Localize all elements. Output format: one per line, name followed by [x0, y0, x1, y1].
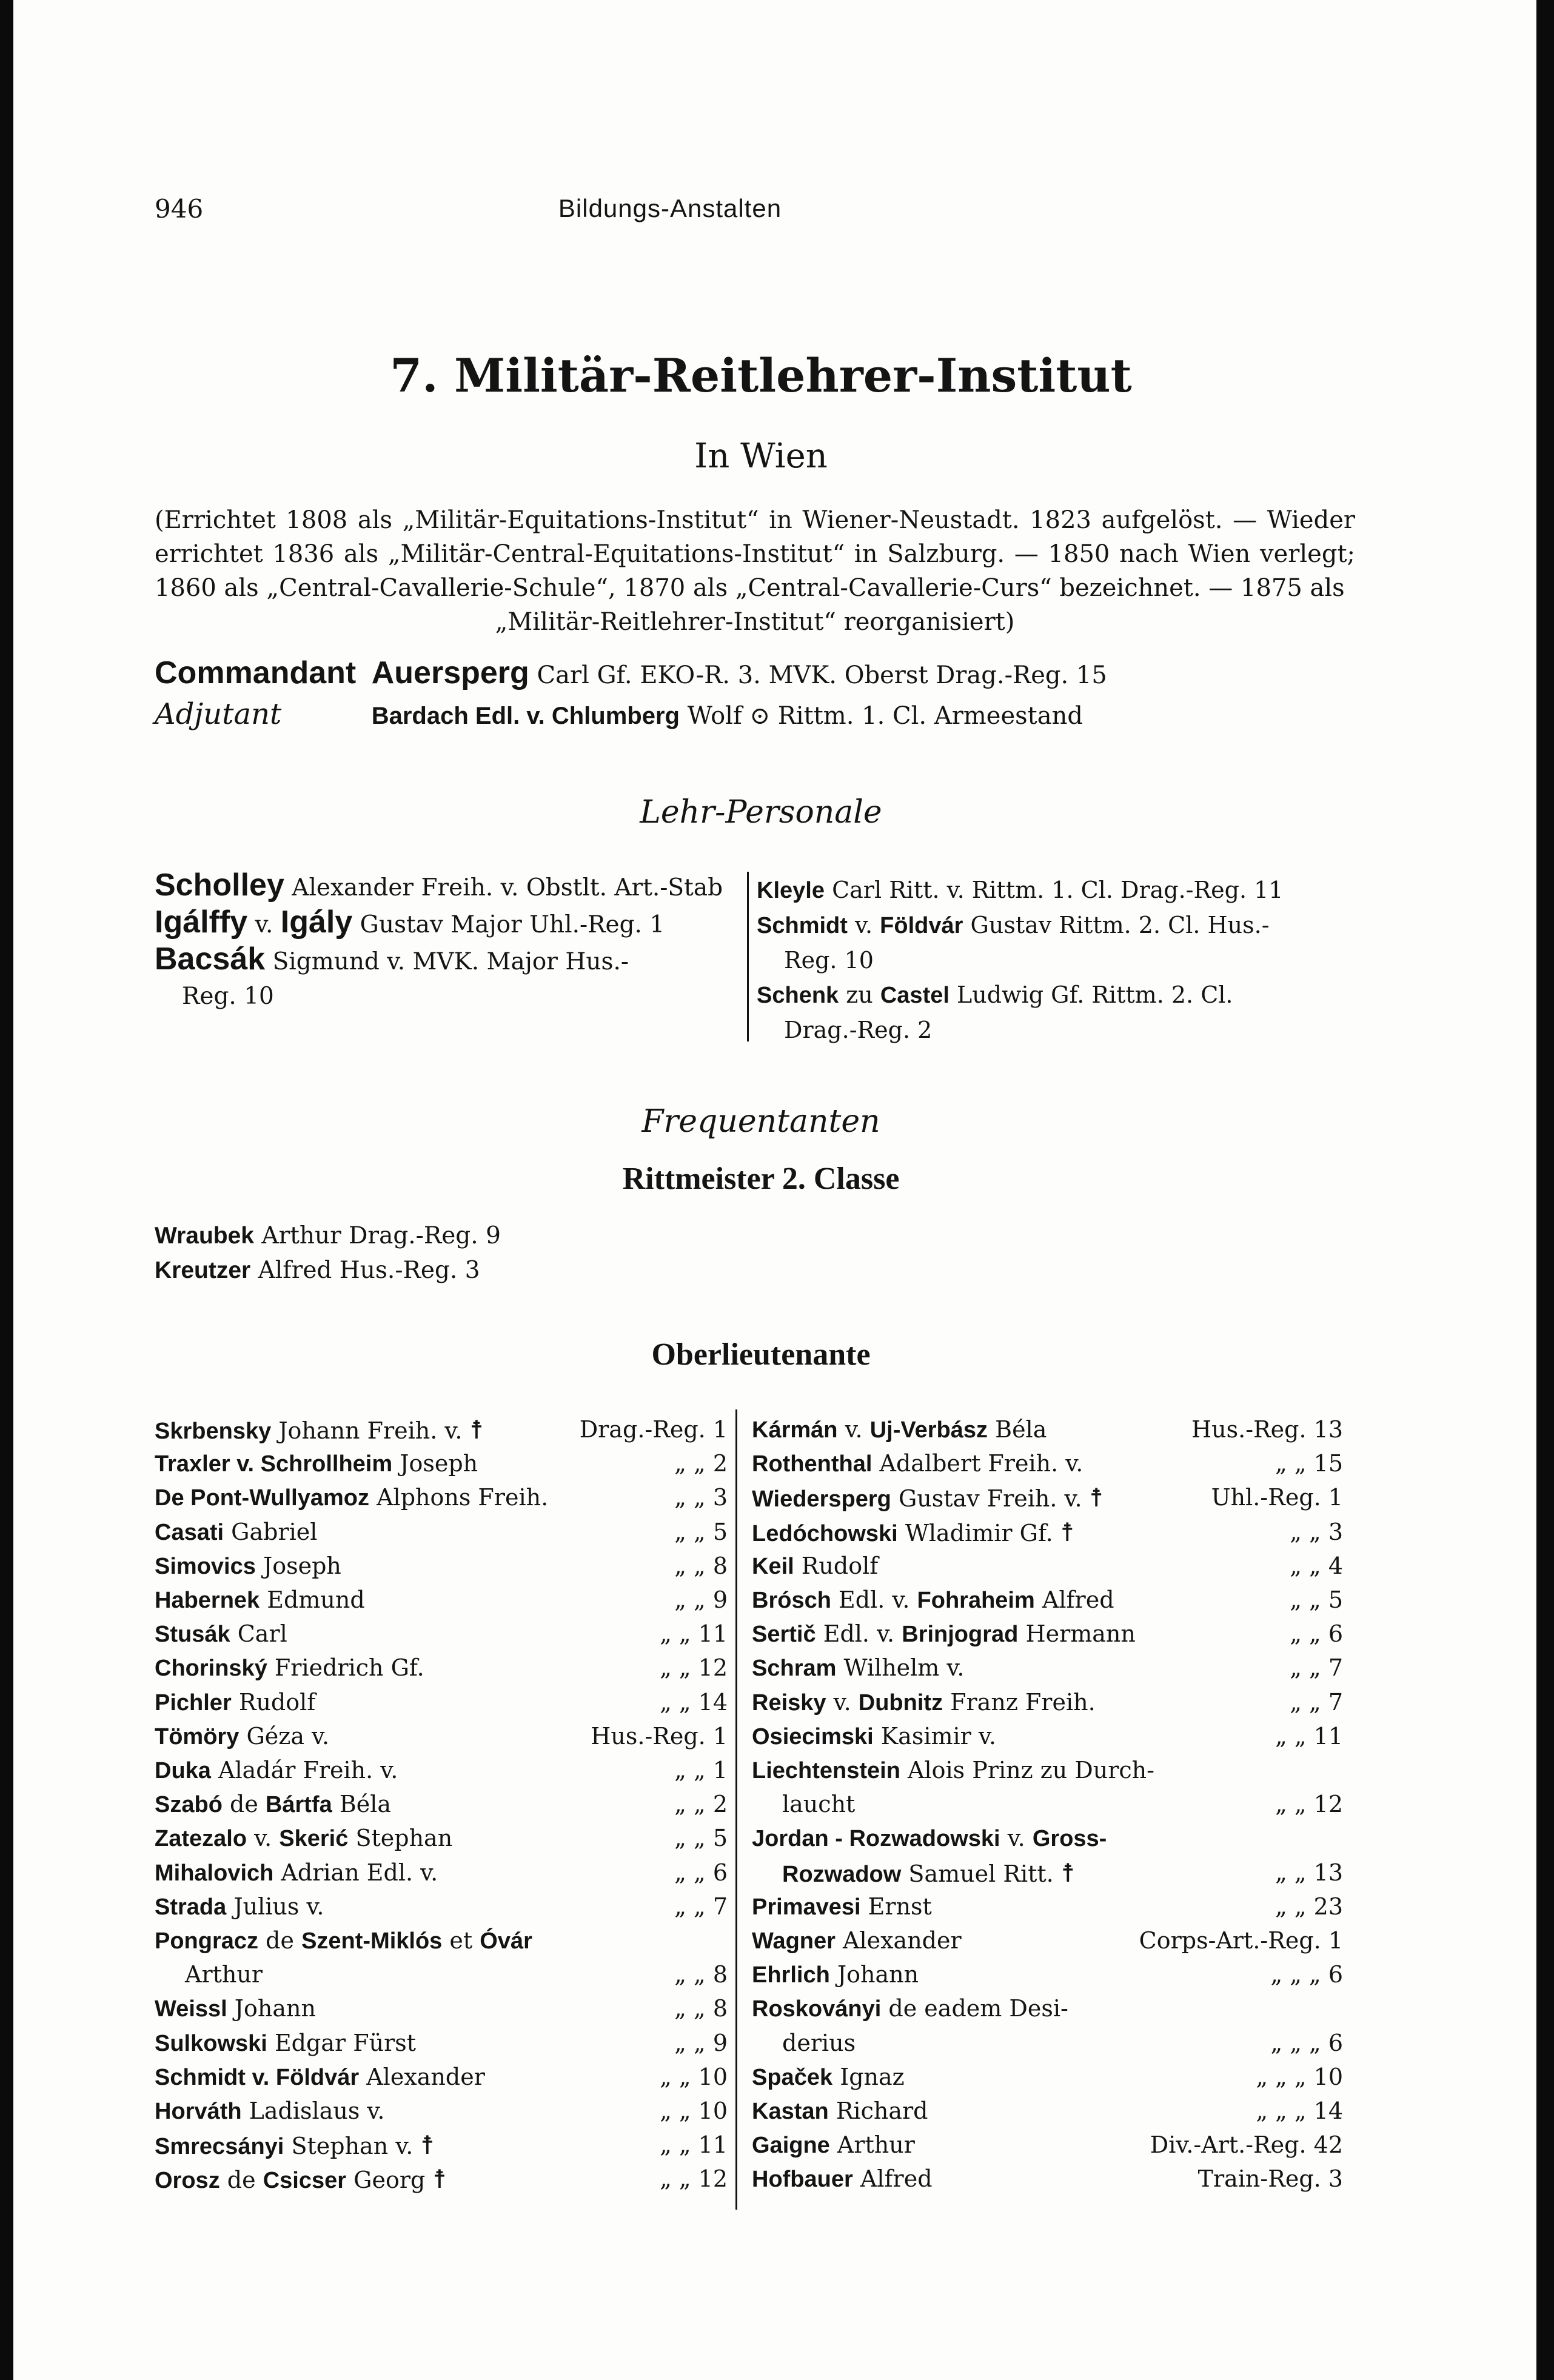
cross-icon: ☨ — [432, 2164, 447, 2194]
regiment-ref: „ „ 4 — [1290, 1552, 1343, 1579]
given-name: Kasimir v. — [880, 1722, 996, 1750]
surname: Csicser — [263, 2168, 347, 2194]
entry-name — [155, 2060, 485, 2095]
given-name: Géza v. — [246, 1722, 330, 1750]
surname: Bártfa — [265, 1792, 332, 1818]
entry-name — [752, 2060, 905, 2095]
page-title: 7. Militär-Reitlehrer-Institut — [390, 349, 1132, 403]
regiment-ref: „ „ 8 — [674, 1961, 728, 1988]
surname: De Pont-Wullyamoz — [155, 1485, 369, 1511]
history-note — [155, 503, 1355, 639]
regiment-ref: „ „ 8 — [674, 1552, 728, 1579]
given-name: de eadem Desi- — [888, 1995, 1068, 2022]
list-item-continuation: Drag.-Reg. 2 — [784, 1017, 933, 1043]
scan-border-left — [0, 0, 13, 2380]
surname: Brósch — [752, 1588, 831, 1613]
regiment-ref: „ „ 2 — [674, 1450, 728, 1477]
surname: Casati — [155, 1519, 224, 1545]
adjutant-name: Bardach Edl. v. Chlumberg — [371, 703, 680, 729]
list-item: Scholley Alexander Freih. v. Obstlt. Art.-Stab — [155, 867, 723, 903]
surname: Sertič — [752, 1622, 816, 1648]
given-name: Alois Prinz zu Durch- — [908, 1757, 1154, 1783]
surname: Traxler v. Schrollheim — [155, 1451, 393, 1477]
list-item — [155, 1583, 728, 1617]
entry-name — [752, 1583, 1114, 1618]
page-subtitle: In Wien — [694, 436, 828, 476]
given-name: v. — [845, 1416, 863, 1443]
rank-heading: Rittmeister 2. Classe — [622, 1162, 900, 1196]
given-name: Edgar Fürst — [274, 2029, 417, 2056]
given-name: Adalbert Freih. v. — [879, 1450, 1083, 1477]
rank-heading: Oberlieutenante — [651, 1337, 871, 1372]
surname: Chorinský — [155, 1656, 267, 1682]
adjutant-details: Rittm. 1. Cl. Armeestand — [777, 702, 1083, 730]
given-name: Arthur — [185, 1961, 263, 1988]
regiment-ref: „ „ 7 — [674, 1893, 728, 1920]
surname: Liechtenstein — [752, 1758, 900, 1783]
surname: Weissl — [155, 1996, 227, 2022]
regiment-ref: „ „ 11 — [660, 2131, 728, 2159]
commandant-name: Auersperg — [371, 655, 529, 690]
entry-name — [155, 1924, 532, 1959]
entry-name — [782, 1856, 1075, 1892]
entry-name — [752, 1719, 996, 1754]
entry-name — [155, 1890, 324, 1925]
entry-name — [782, 2026, 856, 2061]
list-item — [155, 1890, 728, 1924]
commandant-label: Commandant — [155, 655, 357, 690]
surname: Pichler — [155, 1690, 232, 1716]
list-item — [752, 1412, 1343, 1447]
surname: Rothenthal — [752, 1451, 872, 1477]
surname: Roskoványi — [752, 1996, 882, 2022]
given-name: Rudolf — [801, 1552, 879, 1579]
regiment-ref: „ „ „ 14 — [1256, 2098, 1343, 2124]
regiment-ref: Hus.-Reg. 13 — [1191, 1416, 1343, 1443]
given-name: Adrian Edl. v. — [281, 1859, 438, 1886]
given-name: Gustav Freih. v. — [898, 1485, 1082, 1513]
regiment-ref: „ „ 13 — [1275, 1859, 1343, 1886]
regiment-ref: Corps-Art.-Reg. 1 — [1139, 1927, 1343, 1954]
regiment-ref: Hus.-Reg. 1 — [591, 1722, 728, 1750]
entry-name — [752, 1480, 1104, 1517]
lehr-heading: Lehr-Personale — [640, 794, 882, 831]
surname: Keil — [752, 1553, 794, 1579]
list-item: Igálffy v. Igály Gustav Major Uhl.-Reg. 1 — [155, 904, 665, 940]
entry-name — [155, 1446, 478, 1482]
list-item — [752, 1685, 1343, 1720]
surname: Gaigne — [752, 2133, 830, 2159]
entry-name — [155, 1480, 548, 1516]
given-name: Rudolf — [238, 1688, 316, 1716]
entry-name — [752, 1412, 1047, 1448]
cross-icon: ☨ — [1089, 1483, 1104, 1513]
list-item — [155, 1991, 728, 2026]
given-name: et — [449, 1927, 473, 1954]
note-line: errichtet 1836 als „Militär-Central-Equitations-Institut“ in Salzburg. — 1850 nach Wien verlegt; — [155, 540, 1355, 568]
entry-name — [752, 1515, 1074, 1551]
given-name: Béla — [339, 1791, 392, 1818]
given-name: Alexander — [843, 1927, 962, 1954]
adjutant-row — [155, 697, 1367, 731]
surname: Habernek — [155, 1588, 260, 1613]
list-item — [155, 2026, 728, 2061]
surname: Skerić — [279, 1826, 349, 1852]
surname: Gross- — [1032, 1826, 1107, 1852]
given-name: Edl. v. — [823, 1620, 895, 1648]
list-item — [752, 1617, 1343, 1651]
surname: Spaček — [752, 2064, 833, 2090]
given-name: derius — [782, 2029, 856, 2056]
list-item: Schmidt v. Földvár Gustav Rittm. 2. Cl. Hus.- — [757, 912, 1270, 938]
list-item — [752, 1753, 1343, 1788]
list-item: Wraubek Arthur Drag.-Reg. 9 — [155, 1222, 501, 1249]
regiment-ref: „ „ 3 — [1290, 1518, 1343, 1545]
given-name: Samuel Ritt. — [908, 1860, 1054, 1887]
surname: Zatezalo — [155, 1826, 247, 1852]
list-item — [155, 1515, 728, 1549]
entry-name — [155, 1719, 329, 1754]
list-item — [155, 1685, 728, 1720]
list-item — [155, 2094, 728, 2128]
entry-name — [752, 1957, 919, 1993]
list-item — [752, 1719, 1343, 1754]
list-item — [155, 1549, 728, 1583]
entry-name — [155, 1549, 341, 1584]
given-name: Carl — [237, 1620, 287, 1648]
list-item: Bacsák Sigmund v. MVK. Major Hus.- — [155, 941, 629, 977]
entry-name — [155, 1856, 438, 1891]
entry-name — [752, 1890, 932, 1925]
entry-name — [155, 2128, 434, 2164]
regiment-ref: „ „ „ 10 — [1256, 2063, 1343, 2090]
scan-border-right — [1536, 0, 1554, 2380]
given-name: Julius v. — [233, 1893, 324, 1920]
page-number: 946 — [155, 194, 204, 224]
regiment-ref: „ „ 2 — [674, 1791, 728, 1818]
entry-name — [155, 2026, 416, 2061]
regiment-ref: „ „ 10 — [660, 2098, 728, 2124]
list-item — [752, 1924, 1343, 1958]
regiment-ref: „ „ 23 — [1275, 1893, 1343, 1920]
list-item — [155, 1753, 728, 1788]
surname: Osiecimski — [752, 1723, 874, 1750]
surname: Smrecsányi — [155, 2134, 284, 2160]
given-name: Stephan — [355, 1825, 453, 1852]
regiment-ref: Div.-Art.-Reg. 42 — [1150, 2131, 1343, 2159]
given-name: Joseph — [400, 1450, 478, 1477]
list-item — [752, 1651, 1343, 1685]
order-symbol-icon: ⊙ — [749, 702, 770, 730]
given-name: Alphons Freih. — [377, 1484, 549, 1511]
list-item — [752, 1957, 1343, 1992]
regiment-ref: „ „ 9 — [674, 1586, 728, 1613]
list-item — [752, 1515, 1343, 1549]
surname: Duka — [155, 1758, 211, 1783]
regiment-ref: Train-Reg. 3 — [1197, 2165, 1343, 2193]
note-line: „Militär-Reitlehrer-Institut“ reorganisiert) — [495, 608, 1015, 636]
entry-name — [752, 2094, 928, 2129]
entry-name — [155, 1617, 287, 1652]
given-name: Friedrich Gf. — [274, 1654, 424, 1682]
entry-name — [752, 2128, 915, 2163]
list-item — [752, 1821, 1343, 1856]
regiment-ref: „ „ 1 — [674, 1757, 728, 1783]
regiment-ref: „ „ 10 — [660, 2063, 728, 2090]
surname: Skrbensky — [155, 1419, 272, 1444]
surname: Ehrlich — [752, 1962, 830, 1988]
list-item — [752, 2060, 1343, 2094]
running-title: Bildungs-Anstalten — [558, 194, 782, 222]
surname: Kármán — [752, 1417, 838, 1443]
surname: Fohraheim — [917, 1588, 1035, 1613]
surname: Brinjograd — [902, 1622, 1019, 1648]
list-item: Schenk zu Castel Ludwig Gf. Rittm. 2. Cl. — [757, 981, 1233, 1008]
lehr-right-column — [757, 873, 1363, 1048]
given-name: v. — [1007, 1825, 1025, 1852]
list-item — [752, 2162, 1343, 2196]
given-name: Alfred — [860, 2165, 933, 2193]
list-item — [155, 2060, 728, 2094]
regiment-ref: „ „ 11 — [660, 1620, 728, 1648]
surname: Mihalovich — [155, 1860, 274, 1886]
surname: Jordan - Rozwadowski — [752, 1826, 1000, 1852]
given-name: Edl. v. — [839, 1586, 910, 1613]
given-name: de — [266, 1927, 294, 1954]
surname: Reisky — [752, 1690, 826, 1716]
given-name: v. — [254, 1825, 272, 1852]
given-name: Stephan v. — [291, 2133, 414, 2160]
entry-name — [155, 1583, 365, 1618]
surname: Wiedersperg — [752, 1486, 891, 1513]
commandant-details: Carl Gf. EKO-R. 3. MVK. Oberst Drag.-Reg. 15 — [537, 661, 1107, 689]
list-item-continuation: Reg. 10 — [784, 947, 874, 974]
regiment-ref: „ „ 3 — [674, 1484, 728, 1511]
surname: Óvár — [480, 1928, 532, 1954]
document-page — [155, 182, 1367, 2243]
surname: Stusák — [155, 1622, 230, 1648]
given-name: laucht — [782, 1791, 856, 1818]
entry-name — [752, 1821, 1107, 1856]
surname: Wagner — [752, 1928, 836, 1954]
regiment-ref: „ „ 15 — [1275, 1450, 1343, 1477]
list-item — [752, 2128, 1343, 2162]
given-name: Wilhelm v. — [843, 1654, 965, 1682]
given-name: de — [227, 2167, 256, 2194]
entry-name — [155, 1991, 316, 2027]
entry-name — [752, 1617, 1136, 1652]
cross-icon: ☨ — [469, 1415, 484, 1445]
regiment-ref: „ „ „ 6 — [1270, 1961, 1343, 1988]
list-item: Kreutzer Alfred Hus.-Reg. 3 — [155, 1257, 480, 1284]
surname: Orosz — [155, 2168, 220, 2194]
running-head — [155, 194, 1367, 230]
list-item — [155, 1924, 728, 1958]
entry-name — [155, 2094, 384, 2129]
list-item — [752, 2026, 1343, 2061]
regiment-ref: „ „ 9 — [674, 2029, 728, 2056]
regiment-ref: Uhl.-Reg. 1 — [1211, 1484, 1343, 1511]
given-name: Joseph — [263, 1552, 341, 1579]
regiment-ref: „ „ „ 6 — [1270, 2029, 1343, 2056]
list-item — [752, 1787, 1343, 1822]
given-name: Johann — [837, 1961, 919, 1988]
column-divider — [735, 1409, 737, 2210]
entry-name — [752, 1549, 878, 1584]
list-item — [752, 1991, 1343, 2026]
list-item — [752, 1480, 1343, 1515]
list-item — [155, 2128, 728, 2162]
surname: Horváth — [155, 2099, 242, 2124]
list-item — [752, 1583, 1343, 1617]
entry-name — [752, 1446, 1083, 1482]
surname: Rozwadow — [782, 1861, 902, 1887]
regiment-ref: „ „ 12 — [1275, 1791, 1343, 1818]
list-item — [155, 1651, 728, 1685]
list-item — [155, 1821, 728, 1856]
cross-icon: ☨ — [1060, 1857, 1075, 1888]
given-name: Aladár Freih. v. — [218, 1757, 398, 1783]
regiment-ref: „ „ 6 — [674, 1859, 728, 1886]
list-item — [155, 1787, 728, 1822]
entry-name — [752, 1685, 1096, 1720]
list-item — [155, 1446, 728, 1481]
regiment-ref: „ „ 5 — [1290, 1586, 1343, 1613]
entry-name — [155, 1821, 452, 1856]
list-item — [155, 1719, 728, 1754]
list-item — [155, 2162, 728, 2196]
list-item — [155, 1480, 728, 1515]
surname: Kastan — [752, 2099, 829, 2124]
list-item-continuation: Reg. 10 — [182, 983, 274, 1010]
surname: Ledóchowski — [752, 1520, 898, 1546]
surname: Pongracz — [155, 1928, 259, 1954]
regiment-ref: Drag.-Reg. 1 — [579, 1416, 728, 1443]
note-line: 1860 als „Central-Cavallerie-Schule“, 1870 als „Central-Cavallerie-Curs“ bezeichnet. — 1875 als — [155, 574, 1345, 602]
regiment-ref: „ „ 8 — [674, 1995, 728, 2022]
cross-icon: ☨ — [420, 2130, 435, 2161]
list-item — [752, 1549, 1343, 1583]
given-name: Arthur — [837, 2131, 915, 2159]
note-line: (Errichtet 1808 als „Militär-Equitations-Institut“ in Wiener-Neustadt. 1823 aufgelöst. — Wieder — [155, 506, 1355, 534]
entry-name — [155, 1412, 483, 1449]
surname: Schmidt v. Földvár — [155, 2064, 360, 2090]
regiment-ref: „ „ 5 — [674, 1825, 728, 1852]
entry-name — [752, 1924, 962, 1959]
given-name: de — [230, 1791, 258, 1818]
entry-name — [752, 2162, 933, 2197]
given-name: Ernst — [868, 1893, 932, 1920]
given-name: v. — [833, 1688, 851, 1716]
rittmeister-list — [155, 1218, 501, 1288]
given-name: Wladimir Gf. — [905, 1519, 1053, 1546]
regiment-ref: „ „ 6 — [1290, 1620, 1343, 1648]
regiment-ref: „ „ 7 — [1290, 1654, 1343, 1682]
column-divider — [747, 872, 749, 1041]
cross-icon: ☨ — [1060, 1517, 1074, 1547]
commandant-row — [155, 655, 1367, 691]
regiment-ref: „ „ 12 — [660, 2165, 728, 2193]
surname: Strada — [155, 1894, 227, 1920]
entry-name — [155, 2162, 446, 2198]
given-name: Johann — [234, 1995, 316, 2022]
list-item — [155, 1412, 728, 1447]
list-item: Kleyle Carl Ritt. v. Rittm. 1. Cl. Drag.-Reg. 11 — [757, 877, 1284, 903]
list-item — [752, 1856, 1343, 1890]
entry-name — [752, 1991, 1068, 2027]
given-name: Alexander — [366, 2063, 485, 2090]
surname: Szent-Miklós — [301, 1928, 443, 1954]
given-name: Gabriel — [231, 1518, 318, 1545]
regiment-ref: „ „ 7 — [1290, 1688, 1343, 1716]
surname: Tömöry — [155, 1723, 239, 1750]
regiment-ref: „ „ 12 — [660, 1654, 728, 1682]
frequentanten-heading: Frequentanten — [641, 1103, 880, 1140]
given-name: Ignaz — [840, 2063, 905, 2090]
given-name: Edmund — [267, 1586, 365, 1613]
surname: Schram — [752, 1656, 837, 1682]
surname: Primavesi — [752, 1894, 861, 1920]
regiment-ref: „ „ 11 — [1275, 1722, 1343, 1750]
list-item — [155, 1617, 728, 1651]
entry-name — [782, 1787, 855, 1822]
adjutant-given: Wolf — [687, 702, 742, 730]
entry-name — [185, 1957, 263, 1992]
list-item — [752, 2094, 1343, 2128]
regiment-ref: „ „ 5 — [674, 1518, 728, 1545]
entry-name — [752, 1753, 1154, 1788]
list-item — [155, 1856, 728, 1890]
list-item — [155, 1957, 728, 1992]
entry-name — [155, 1651, 424, 1686]
surname: Szabó — [155, 1792, 223, 1818]
given-name: Béla — [995, 1416, 1047, 1443]
list-item — [752, 1446, 1343, 1481]
surname: Hofbauer — [752, 2167, 853, 2193]
lehr-left-column — [155, 868, 743, 1014]
surname: Simovics — [155, 1553, 256, 1579]
surname: Dubnitz — [858, 1690, 943, 1716]
entry-name — [155, 1753, 398, 1788]
given-name: Hermann — [1025, 1620, 1136, 1648]
entry-name — [155, 1685, 315, 1720]
entry-name — [155, 1515, 317, 1550]
given-name: Georg — [353, 2167, 426, 2194]
entry-name — [155, 1787, 391, 1822]
given-name: Franz Freih. — [950, 1688, 1096, 1716]
adjutant-label: Adjutant — [155, 697, 282, 731]
surname: Sulkowski — [155, 2030, 267, 2056]
given-name: Ladislaus v. — [249, 2098, 385, 2124]
regiment-ref: „ „ 14 — [660, 1688, 728, 1716]
list-item — [752, 1890, 1343, 1924]
given-name: Richard — [836, 2098, 928, 2124]
entry-name — [752, 1651, 964, 1686]
given-name: Alfred — [1042, 1586, 1114, 1613]
given-name: Johann Freih. v. — [278, 1417, 463, 1444]
surname: Uj-Verbász — [869, 1417, 988, 1443]
